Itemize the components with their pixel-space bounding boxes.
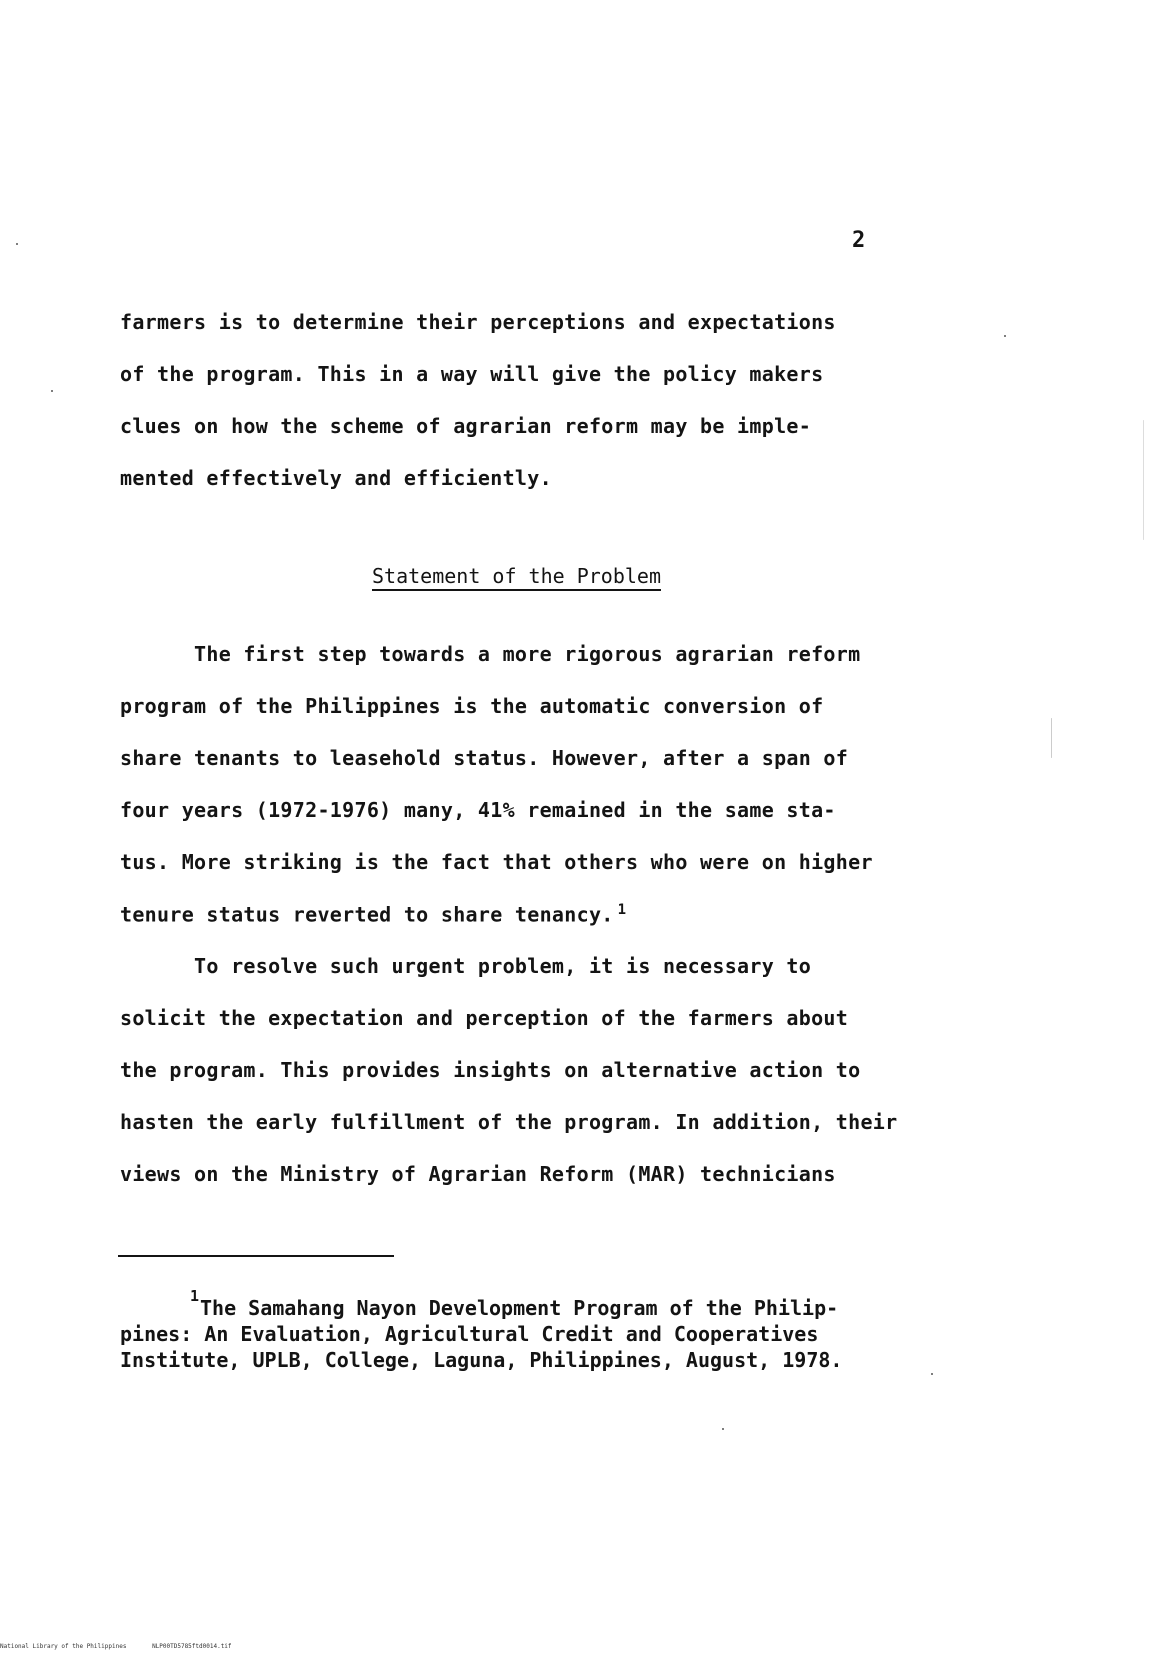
text-line: farmers is to determine their perceptions and expectations	[120, 310, 836, 334]
footnote-marker: 1	[190, 1287, 200, 1305]
footnote-reference: 1	[617, 902, 627, 918]
text-line: mented effectively and efficiently.	[120, 466, 552, 490]
scan-speck	[16, 243, 18, 245]
text-line: hasten the early fulfillment of the program. In addition, their	[120, 1110, 898, 1134]
scan-mark	[1143, 420, 1144, 540]
text-line: clues on how the scheme of agrarian reform may be imple-	[120, 414, 812, 438]
text-line: tus. More striking is the fact that others who were on higher	[120, 850, 873, 874]
archive-library: National Library of the Philippines	[0, 1643, 127, 1650]
footnote-line: Institute, UPLB, College, Laguna, Philippines, August, 1978.	[120, 1348, 843, 1372]
footnote-line: The Samahang Nayon Development Program of the Philip-	[200, 1296, 839, 1320]
text-line: share tenants to leasehold status. However, after a span of	[120, 746, 849, 770]
scan-speck	[51, 390, 53, 392]
scan-speck	[722, 1428, 724, 1430]
text-line: To resolve such urgent problem, it is necessary to	[120, 954, 812, 978]
text-line: the program. This provides insights on alternative action to	[120, 1058, 861, 1082]
archive-footer	[0, 1643, 254, 1650]
scan-speck	[1004, 335, 1006, 337]
text-line: program of the Philippines is the automatic conversion of	[120, 694, 824, 718]
text-line: tenure status reverted to share tenancy.	[120, 902, 614, 927]
scan-mark	[1051, 718, 1052, 758]
text-line: The first step towards a more rigorous agrarian reform	[120, 642, 861, 666]
text-line: views on the Ministry of Agrarian Reform (MAR) technicians	[120, 1162, 836, 1186]
section-heading: Statement of the Problem	[372, 564, 661, 588]
scan-speck	[931, 1373, 933, 1375]
footnote-divider	[118, 1255, 394, 1257]
text-line-with-footnote	[120, 902, 626, 927]
archive-file: NLP00TD5785ftd0014.tif	[152, 1643, 232, 1650]
text-line: four years (1972-1976) many, 41% remained in the same sta-	[120, 798, 836, 822]
footnote-line: pines: An Evaluation, Agricultural Credit and Cooperatives	[120, 1322, 819, 1346]
text-line: of the program. This in a way will give the policy makers	[120, 362, 824, 386]
page-number: 2	[852, 228, 866, 253]
text-line: solicit the expectation and perception of the farmers about	[120, 1006, 849, 1030]
